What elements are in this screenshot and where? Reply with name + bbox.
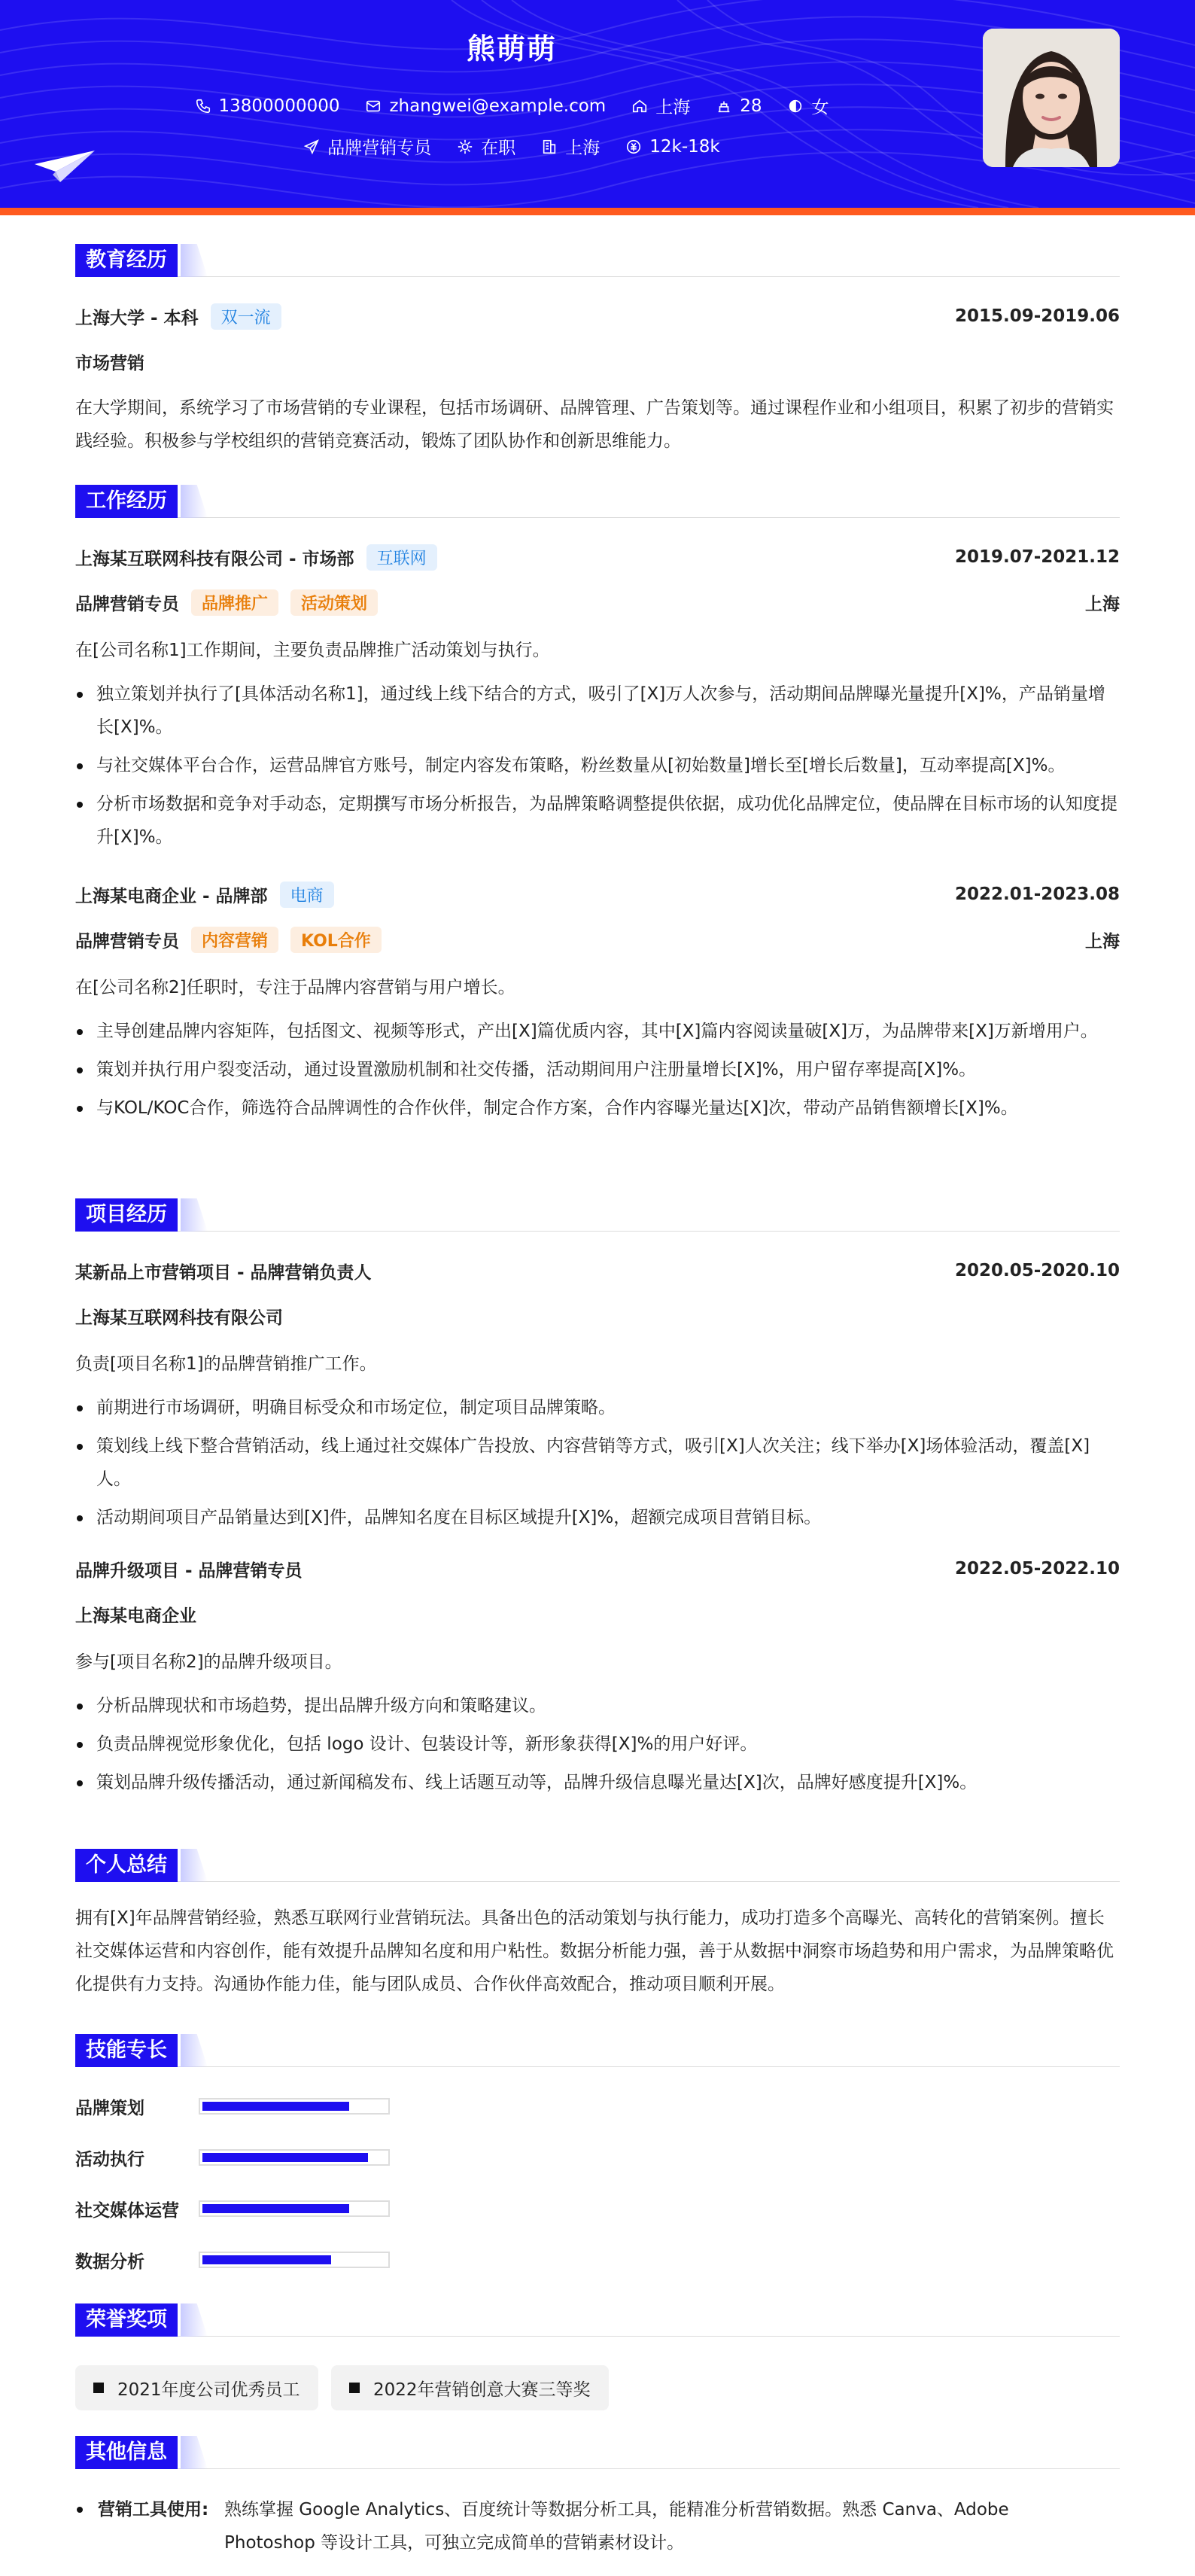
job-header-row (75, 881, 1120, 908)
divider (75, 1231, 1120, 1232)
skill-bar (199, 2149, 390, 2166)
section-label: 其他信息 (75, 2436, 178, 2469)
major-row (75, 348, 1120, 375)
age-text: 28 (740, 96, 762, 116)
skill-bar (199, 2098, 390, 2115)
status-info (457, 134, 515, 159)
phone-text[interactable]: 13800000000 (218, 96, 340, 116)
education-description: 在大学期间，系统学习了市场营销的专业课程，包括市场调研、品牌管理、广告策划等。通过课程作业和小组项目，积累了初步的营销实践经验。积极参与学校组织的营销竞赛活动，锻炼了团队协作和创新思维能力。 (75, 398, 1114, 451)
gender-info (787, 93, 829, 118)
status-text: 在职 (481, 139, 516, 158)
section-title-skills (75, 2034, 1120, 2067)
project-company-row (75, 1302, 1120, 1329)
job-bullets (75, 677, 1120, 859)
section-label: 项目经历 (75, 1198, 178, 1232)
resume-header (0, 0, 1195, 208)
section-label: 工作经历 (75, 485, 178, 518)
square-bullet-icon (349, 2383, 360, 2393)
list-item: 负责品牌视觉形象优化，包括 logo 设计、包装设计等，新形象获得[X]%的用户好评。 (75, 1728, 1120, 1761)
status-icon (457, 139, 473, 155)
other-info-item (75, 2493, 1120, 2562)
skill-row (75, 2246, 390, 2273)
phone-icon (195, 98, 211, 114)
section-label: 个人总结 (75, 1849, 178, 1882)
section-title-summary (75, 1849, 1120, 1882)
project-summary: 负责[项目名称1]的品牌营销推广工作。 (75, 1354, 377, 1374)
send-icon (303, 139, 320, 155)
school-badge: 双一流 (211, 303, 281, 330)
other-info-line: 熟练掌握 Google Analytics、百度统计等数据分析工具，能精准分析营销数据。熟悉 Canva、Adobe (224, 2500, 1009, 2520)
skill-bar-fill (202, 2153, 368, 2162)
education-header-row (75, 303, 1120, 330)
section-tag-shadow (181, 2034, 208, 2067)
header-accent-bar (0, 208, 1195, 215)
list-item: 策划线上线下整合营销活动，线上通过社交媒体广告投放、内容营销等方式，吸引[X]人次关注；线下举办[X]场体验活动，覆盖[X]人。 (75, 1430, 1120, 1496)
award-text: 2022年营销创意大赛三等奖 (373, 2380, 591, 2400)
list-item: 前期进行市场调研，明确目标受众和市场定位，制定项目品牌策略。 (75, 1391, 1120, 1424)
home-icon (631, 98, 648, 114)
section-title-awards (75, 2303, 1120, 2337)
project-summary: 参与[项目名称2]的品牌升级项目。 (75, 1652, 342, 1672)
section-tag-shadow (181, 485, 208, 518)
list-item: 与KOL/KOC合作，筛选符合品牌调性的合作伙伴，制定合作方案，合作内容曝光量达[X]次，带动产品销售额增长[X]%。 (75, 1092, 1120, 1125)
project-bullets (75, 1689, 1120, 1804)
paper-plane-icon (33, 148, 96, 185)
divider (75, 517, 1120, 518)
job-title-text: 品牌营销专员 (327, 139, 432, 158)
award-item (331, 2365, 609, 2410)
location-text: 上海 (655, 98, 691, 117)
section-tag-shadow (181, 244, 208, 277)
section-tag-shadow (181, 1198, 208, 1232)
project-name: 品牌升级项目 - 品牌营销专员 (75, 1561, 303, 1581)
project-header-row (75, 1555, 1120, 1582)
section-title-projects (75, 1198, 1120, 1232)
project-company: 上海某互联网科技有限公司 (75, 1308, 283, 1328)
list-item: 与社交媒体平台合作，运营品牌官方账号，制定内容发布策略，粉丝数量从[初始数量]增长至[增长后数量]，互动率提高[X]%。 (75, 749, 1120, 782)
job-role-row (75, 926, 1120, 953)
building-icon (541, 139, 558, 155)
project-date: 2022.05-2022.10 (954, 1559, 1120, 1579)
email-text[interactable]: zhangwei@example.com (389, 96, 607, 116)
skill-tag: 活动策划 (290, 589, 378, 616)
gender-icon (787, 98, 804, 114)
section-label: 教育经历 (75, 244, 178, 277)
job-title-info (303, 134, 431, 159)
list-item: 主导创建品牌内容矩阵，包括图文、视频等形式，产出[X]篇优质内容，其中[X]篇内容阅读量破[X]万，为品牌带来[X]万新增用户。 (75, 1015, 1120, 1048)
section-title-other (75, 2436, 1120, 2469)
avatar (983, 29, 1120, 167)
divider (75, 2336, 1120, 2337)
section-title-work (75, 485, 1120, 518)
skill-row (75, 2093, 390, 2120)
skill-bar (199, 2252, 390, 2268)
skill-bar-fill (202, 2255, 331, 2264)
job-date: 2022.01-2023.08 (954, 885, 1120, 904)
section-label: 荣誉奖项 (75, 2303, 178, 2337)
skill-tag: 内容营销 (191, 927, 278, 953)
list-item: 策划并执行用户裂变活动，通过设置激励机制和社交传播，活动期间用户注册量增长[X]%，用户留存率提高[X]%。 (75, 1053, 1120, 1086)
summary-text: 拥有[X]年品牌营销经验，熟悉互联网行业营销玩法。具备出色的活动策划与执行能力，成功打造多个高曝光、高转化的营销案例。擅长社交媒体运营和内容创作，能有效提升品牌知名度和用户粘性。数据分析能力强，善于从数据中洞察市场趋势和用户需求，为品牌策略优化提供有力支持。沟通协作能力佳，能与团队成员、合作伙伴高效配合，推动项目顺利开展。 (75, 1908, 1114, 1994)
job-role: 品牌营销专员 (75, 594, 179, 614)
bullet-dot (77, 2507, 83, 2513)
skill-tag: KOL合作 (290, 927, 382, 953)
list-item: 分析品牌现状和市场趋势，提出品牌升级方向和策略建议。 (75, 1689, 1120, 1722)
job-city: 上海 (1085, 931, 1120, 952)
candidate-name: 熊萌萌 (466, 32, 557, 65)
other-info-value (224, 2493, 1082, 2559)
job-summary: 在[公司名称1]工作期间，主要负责品牌推广活动策划与执行。 (75, 641, 550, 660)
list-item: 活动期间项目产品销量达到[X]件，品牌知名度在目标区域提升[X]%，超额完成项目营销目标。 (75, 1501, 1120, 1534)
project-bullets (75, 1391, 1120, 1539)
skill-name: 数据分析 (75, 2252, 144, 2272)
job-role-row (75, 589, 1120, 616)
skill-bar-fill (202, 2102, 349, 2111)
company-name: 上海某互联网科技有限公司 - 市场部 (75, 549, 354, 569)
salary-text: 12k-18k (649, 136, 720, 157)
education-date: 2015.09-2019.06 (954, 306, 1120, 326)
section-tag-shadow (181, 2303, 208, 2337)
job-intent-row (0, 134, 1023, 159)
location-info (631, 93, 690, 118)
skill-bar-fill (202, 2204, 349, 2213)
email-info (365, 93, 606, 118)
mail-icon (365, 98, 382, 114)
skill-name: 社交媒体运营 (75, 2200, 179, 2221)
job-role: 品牌营销专员 (75, 931, 179, 952)
major: 市场营销 (75, 353, 144, 373)
project-company: 上海某电商企业 (75, 1606, 196, 1626)
other-info-line: Photoshop 等设计工具，可独立完成简单的营销素材设计。 (224, 2533, 685, 2553)
skill-row (75, 2144, 390, 2171)
industry-badge: 互联网 (366, 544, 437, 571)
skill-row (75, 2195, 390, 2222)
company-name: 上海某电商企业 - 品牌部 (75, 886, 268, 906)
salary-info (625, 134, 719, 159)
section-title-education (75, 244, 1120, 277)
square-bullet-icon (93, 2383, 104, 2393)
gender-text: 女 (811, 98, 829, 117)
skill-bar (199, 2200, 390, 2217)
project-name: 某新品上市营销项目 - 品牌营销负责人 (75, 1262, 372, 1283)
list-item: 独立策划并执行了[具体活动名称1]，通过线上线下结合的方式，吸引了[X]万人次参与，活动期间品牌曝光量提升[X]%，产品销量增长[X]%。 (75, 677, 1120, 744)
list-item: 分析市场数据和竞争对手动态，定期撰写市场分析报告，为品牌策略调整提供依据，成功优化品牌定位，使品牌在目标市场的认知度提升[X]%。 (75, 787, 1120, 854)
school-name: 上海大学 - 本科 (75, 308, 199, 328)
divider (75, 276, 1120, 277)
target-city-text: 上海 (565, 139, 601, 158)
project-company-row (75, 1600, 1120, 1628)
avatar-portrait (983, 29, 1120, 167)
list-item: 策划品牌升级传播活动，通过新闻稿发布、线上话题互动等，品牌升级信息曝光量达[X]次，品牌好感度提升[X]%。 (75, 1766, 1120, 1799)
job-date: 2019.07-2021.12 (954, 547, 1120, 567)
age-icon (716, 98, 732, 114)
industry-badge: 电商 (280, 882, 334, 908)
age-info (716, 93, 762, 118)
salary-icon (625, 139, 642, 155)
section-tag-shadow (181, 1849, 208, 1882)
divider (75, 2066, 1120, 2067)
target-city-info (541, 134, 600, 159)
divider (75, 2468, 1120, 2469)
job-city: 上海 (1085, 594, 1120, 614)
project-header-row (75, 1257, 1120, 1284)
contact-row (0, 93, 1023, 118)
award-item (75, 2365, 318, 2410)
skill-name: 品牌策划 (75, 2098, 144, 2118)
skill-name: 活动执行 (75, 2149, 144, 2170)
job-bullets (75, 1015, 1120, 1130)
project-date: 2020.05-2020.10 (954, 1261, 1120, 1280)
job-header-row (75, 544, 1120, 571)
job-summary: 在[公司名称2]任职时，专注于品牌内容营销与用户增长。 (75, 978, 515, 997)
section-tag-shadow (181, 2436, 208, 2469)
skill-tag: 品牌推广 (191, 589, 278, 616)
divider (75, 1881, 1120, 1882)
other-info-key: 营销工具使用: (98, 2500, 209, 2520)
award-text: 2021年度公司优秀员工 (117, 2380, 300, 2400)
section-label: 技能专长 (75, 2034, 178, 2067)
phone-info (195, 93, 340, 118)
